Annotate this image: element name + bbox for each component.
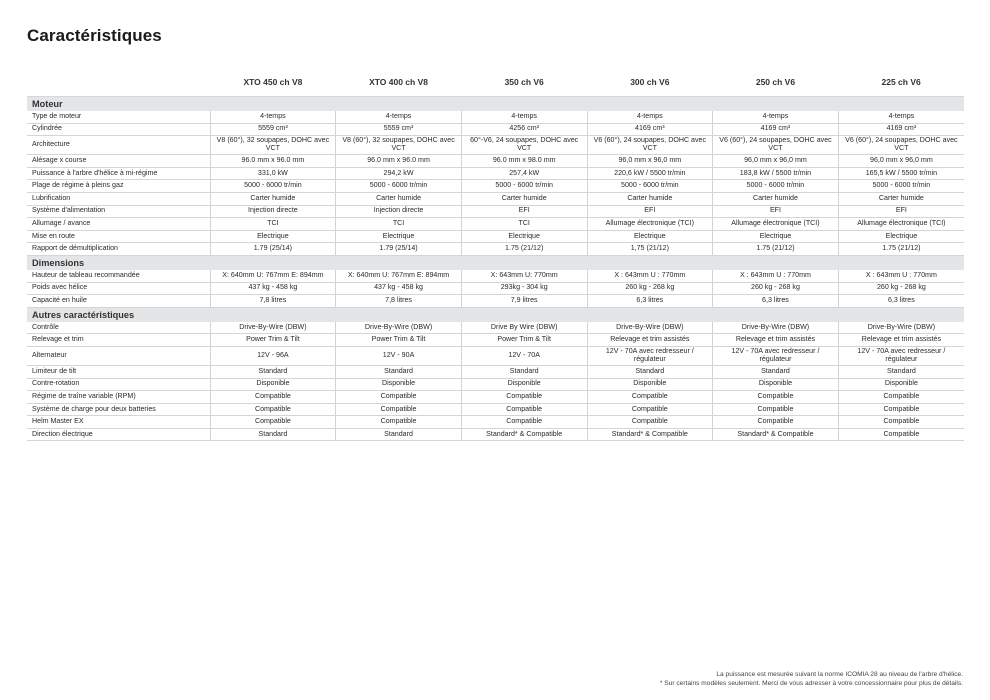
section-title: Autres caractéristiques — [27, 307, 964, 322]
spec-value: 331,0 kW — [210, 167, 336, 180]
model-header-row — [27, 74, 964, 97]
spec-label: Régime de traîne variable (RPM) — [27, 391, 210, 404]
spec-value: Electrique — [210, 230, 336, 243]
spec-value: Power Trim & Tilt — [461, 334, 587, 347]
spec-value: 5000 - 6000 tr/min — [336, 180, 462, 193]
spec-value: Compatible — [838, 391, 964, 404]
spec-row — [27, 243, 964, 256]
spec-value: 96.0 mm x 98.0 mm — [461, 155, 587, 168]
spec-value: 4-temps — [713, 111, 839, 123]
spec-value: Compatible — [210, 416, 336, 429]
spec-value: Relevage et trim assistés — [587, 334, 713, 347]
spec-value: Compatible — [713, 416, 839, 429]
spec-value: 5000 - 6000 tr/min — [210, 180, 336, 193]
model-header: 350 ch V6 — [504, 77, 544, 88]
spec-value: V8 (60°), 32 soupapes, DOHC avec VCT — [210, 136, 336, 155]
model-header: XTO 400 ch V8 — [369, 77, 428, 88]
spec-value: 5000 - 6000 tr/min — [461, 180, 587, 193]
spec-label: Système de charge pour deux batteries — [27, 403, 210, 416]
spec-value: Standard — [336, 365, 462, 378]
spec-value: 1.75 (21/12) — [838, 243, 964, 256]
spec-row — [27, 346, 964, 365]
spec-value: 4-temps — [336, 111, 462, 123]
spec-value: 4-temps — [838, 111, 964, 123]
spec-value: 6,3 litres — [713, 295, 839, 308]
spec-label: Alternateur — [27, 346, 210, 365]
spec-value: 260 kg - 268 kg — [587, 282, 713, 295]
spec-value: X : 643mm U : 770mm — [587, 270, 713, 282]
spec-row — [27, 111, 964, 123]
spec-value: Electrique — [587, 230, 713, 243]
spec-value: 96,0 mm x 96,0 mm — [713, 155, 839, 168]
spec-value: Compatible — [713, 391, 839, 404]
spec-value: 12V - 96A — [210, 346, 336, 365]
spec-value: 183,8 kW / 5500 tr/min — [713, 167, 839, 180]
spec-label: Type de moteur — [27, 111, 210, 123]
spec-value: X : 643mm U : 770mm — [838, 270, 964, 282]
spec-value: Standard* & Compatible — [587, 428, 713, 441]
spec-label: Limiteur de tilt — [27, 365, 210, 378]
specs-table — [27, 74, 964, 441]
spec-label: Cylindrée — [27, 123, 210, 136]
header-corner — [27, 74, 210, 97]
spec-row — [27, 123, 964, 136]
spec-value: 220,6 kW / 5500 tr/min — [587, 167, 713, 180]
spec-row — [27, 295, 964, 308]
spec-value: 260 kg - 268 kg — [713, 282, 839, 295]
footnote: * Sur certains modèles seulement. Merci de vous adresser à votre concessionnaire pour plus de détails. — [659, 680, 963, 688]
spec-value: 96.0 mm x 96.0 mm — [210, 155, 336, 168]
spec-row — [27, 205, 964, 218]
spec-value: Standard — [587, 365, 713, 378]
spec-value: 1.75 (21/12) — [713, 243, 839, 256]
spec-value: X: 640mm U: 767mm E: 894mm — [336, 270, 462, 282]
spec-value: V6 (60°), 24 soupapes, DOHC avec VCT — [838, 136, 964, 155]
spec-value: V8 (60°), 32 soupapes, DOHC avec VCT — [336, 136, 462, 155]
spec-value: 260 kg - 268 kg — [838, 282, 964, 295]
spec-value: 6,3 litres — [587, 295, 713, 308]
spec-value: 7,8 litres — [336, 295, 462, 308]
spec-value: EFI — [838, 205, 964, 218]
spec-value: Compatible — [461, 391, 587, 404]
spec-value: 1.79 (25/14) — [336, 243, 462, 256]
spec-value: 1.79 (25/14) — [210, 243, 336, 256]
spec-value: Electrique — [336, 230, 462, 243]
spec-value: 6,3 litres — [838, 295, 964, 308]
spec-row — [27, 391, 964, 404]
spec-value: Drive-By-Wire (DBW) — [713, 322, 839, 334]
spec-value: X : 643mm U : 770mm — [713, 270, 839, 282]
spec-value: Disponible — [210, 378, 336, 391]
spec-value: Compatible — [461, 416, 587, 429]
section-header-row — [27, 255, 964, 270]
spec-row — [27, 403, 964, 416]
spec-row — [27, 167, 964, 180]
spec-value: Compatible — [461, 403, 587, 416]
spec-value: X: 643mm U: 770mm — [461, 270, 587, 282]
spec-value: 12V - 70A avec redresseur / régulateur — [838, 346, 964, 365]
spec-value: Allumage électronique (TCI) — [713, 218, 839, 231]
spec-value: TCI — [461, 218, 587, 231]
spec-value: 96.0 mm x 96.0 mm — [336, 155, 462, 168]
spec-value: Drive-By-Wire (DBW) — [587, 322, 713, 334]
spec-value: Standard — [210, 428, 336, 441]
spec-value: Injection directe — [336, 205, 462, 218]
spec-value: Power Trim & Tilt — [210, 334, 336, 347]
spec-value: EFI — [461, 205, 587, 218]
spec-row — [27, 218, 964, 231]
spec-label: Puissance à l'arbre d'hélice à mi-régime — [27, 167, 210, 180]
spec-value: 4169 cm³ — [587, 123, 713, 136]
spec-label: Relevage et trim — [27, 334, 210, 347]
spec-value: Injection directe — [210, 205, 336, 218]
spec-value: Carter humide — [336, 192, 462, 205]
spec-value: 294,2 kW — [336, 167, 462, 180]
spec-row — [27, 334, 964, 347]
spec-row — [27, 378, 964, 391]
spec-value: Compatible — [587, 416, 713, 429]
spec-value: 1,75 (21/12) — [587, 243, 713, 256]
spec-value: Compatible — [838, 416, 964, 429]
spec-label: Helm Master EX — [27, 416, 210, 429]
spec-value: TCI — [210, 218, 336, 231]
spec-label: Plage de régime à pleins gaz — [27, 180, 210, 193]
spec-row — [27, 365, 964, 378]
spec-value: Allumage électronique (TCI) — [587, 218, 713, 231]
spec-value: 12V - 90A — [336, 346, 462, 365]
spec-value: Disponible — [838, 378, 964, 391]
section-header-row — [27, 97, 964, 112]
spec-value: Compatible — [336, 416, 462, 429]
spec-row — [27, 270, 964, 282]
spec-value: Compatible — [336, 391, 462, 404]
spec-value: TCI — [336, 218, 462, 231]
spec-label: Hauteur de tableau recommandée — [27, 270, 210, 282]
spec-value: Disponible — [336, 378, 462, 391]
model-header: XTO 450 ch V8 — [243, 77, 303, 88]
spec-value: Relevage et trim assistés — [838, 334, 964, 347]
spec-value: Standard* & Compatible — [713, 428, 839, 441]
spec-value: 293kg - 304 kg — [461, 282, 587, 295]
spec-value: Compatible — [210, 403, 336, 416]
spec-label: Mise en route — [27, 230, 210, 243]
spec-value: Drive-By-Wire (DBW) — [838, 322, 964, 334]
spec-value: 4256 cm³ — [461, 123, 587, 136]
spec-value: 437 kg - 458 kg — [210, 282, 336, 295]
spec-label: Alésage x course — [27, 155, 210, 168]
spec-value: EFI — [587, 205, 713, 218]
spec-value: Disponible — [461, 378, 587, 391]
spec-value: Carter humide — [713, 192, 839, 205]
spec-value: Compatible — [838, 403, 964, 416]
page-title: Caractéristiques — [27, 26, 162, 45]
spec-row — [27, 192, 964, 205]
spec-value: 437 kg - 458 kg — [336, 282, 462, 295]
spec-value: 12V - 70A avec redresseur / régulateur — [713, 346, 839, 365]
spec-value: 96,0 mm x 96,0 mm — [838, 155, 964, 168]
spec-value: Relevage et trim assistés — [713, 334, 839, 347]
spec-value: Electrique — [838, 230, 964, 243]
section-header-row — [27, 307, 964, 322]
spec-value: Standard* & Compatible — [461, 428, 587, 441]
spec-value: 5000 - 6000 tr/min — [838, 180, 964, 193]
spec-label: Architecture — [27, 136, 210, 155]
spec-value: Allumage électronique (TCI) — [838, 218, 964, 231]
spec-value: Carter humide — [587, 192, 713, 205]
spec-value: Standard — [210, 365, 336, 378]
spec-row — [27, 282, 964, 295]
spec-label: Lubrification — [27, 192, 210, 205]
spec-value: 5000 - 6000 tr/min — [713, 180, 839, 193]
spec-row — [27, 416, 964, 429]
spec-value: 165,5 kW / 5500 tr/min — [838, 167, 964, 180]
spec-value: Carter humide — [461, 192, 587, 205]
footnotes — [660, 671, 963, 689]
spec-value: Disponible — [713, 378, 839, 391]
spec-value: 96,0 mm x 96,0 mm — [587, 155, 713, 168]
spec-value: 5000 - 6000 tr/min — [587, 180, 713, 193]
spec-value: X: 640mm U: 767mm E: 894mm — [210, 270, 336, 282]
spec-value: 12V - 70A — [461, 346, 587, 365]
spec-row — [27, 180, 964, 193]
section-title: Dimensions — [27, 255, 964, 270]
spec-value: 5559 cm³ — [336, 123, 462, 136]
spec-value: Standard — [713, 365, 839, 378]
model-header: 300 ch V6 — [630, 77, 670, 88]
model-header: 225 ch V6 — [881, 77, 921, 88]
spec-value: Power Trim & Tilt — [336, 334, 462, 347]
spec-value: Compatible — [587, 391, 713, 404]
spec-label: Direction électrique — [27, 428, 210, 441]
spec-value: Compatible — [210, 391, 336, 404]
spec-value: V6 (60°), 24 soupapes, DOHC avec VCT — [587, 136, 713, 155]
spec-value: 7,9 litres — [461, 295, 587, 308]
spec-value: 1.75 (21/12) — [461, 243, 587, 256]
spec-label: Allumage / avance — [27, 218, 210, 231]
spec-value: Standard — [838, 365, 964, 378]
spec-value: Carter humide — [838, 192, 964, 205]
spec-label: Contrôle — [27, 322, 210, 334]
spec-value: Standard — [336, 428, 462, 441]
spec-value: 4169 cm³ — [713, 123, 839, 136]
spec-label: Capacité en huile — [27, 295, 210, 308]
spec-value: 60°-V6, 24 soupapes, DOHC avec VCT — [461, 136, 587, 155]
spec-row — [27, 136, 964, 155]
section-title: Moteur — [27, 97, 964, 112]
model-header: 250 ch V6 — [755, 77, 796, 88]
spec-value: 5559 cm³ — [210, 123, 336, 136]
spec-value: Compatible — [713, 403, 839, 416]
spec-value: Compatible — [587, 403, 713, 416]
spec-value: V6 (60°), 24 soupapes, DOHC avec VCT — [713, 136, 839, 155]
spec-value: Electrique — [713, 230, 839, 243]
spec-value: Drive By Wire (DBW) — [461, 322, 587, 334]
spec-value: Compatible — [838, 428, 964, 441]
spec-value: 12V - 70A avec redresseur / régulateur — [587, 346, 713, 365]
spec-value: Electrique — [461, 230, 587, 243]
spec-value: 7,8 litres — [210, 295, 336, 308]
spec-row — [27, 230, 964, 243]
spec-label: Contre-rotation — [27, 378, 210, 391]
footnote: La puissance est mesurée suivant la norme ICOMIA 28 au niveau de l'arbre d'hélice. — [716, 671, 963, 679]
spec-value: 4-temps — [210, 111, 336, 123]
spec-value: Drive-By-Wire (DBW) — [336, 322, 462, 334]
specs-body — [27, 97, 964, 441]
spec-value: Drive-By-Wire (DBW) — [210, 322, 336, 334]
spec-value: Standard — [461, 365, 587, 378]
spec-value: EFI — [713, 205, 839, 218]
spec-value: 4-temps — [461, 111, 587, 123]
spec-label: Poids avec hélice — [27, 282, 210, 295]
spec-row — [27, 322, 964, 334]
spec-value: 4-temps — [587, 111, 713, 123]
spec-value: Disponible — [587, 378, 713, 391]
spec-row — [27, 155, 964, 168]
spec-row — [27, 428, 964, 441]
spec-value: Carter humide — [210, 192, 336, 205]
spec-label: Système d'alimentation — [27, 205, 210, 218]
spec-label: Rapport de démultiplication — [27, 243, 210, 256]
spec-value: Compatible — [336, 403, 462, 416]
spec-value: 4169 cm³ — [838, 123, 964, 136]
spec-value: 257,4 kW — [461, 167, 587, 180]
